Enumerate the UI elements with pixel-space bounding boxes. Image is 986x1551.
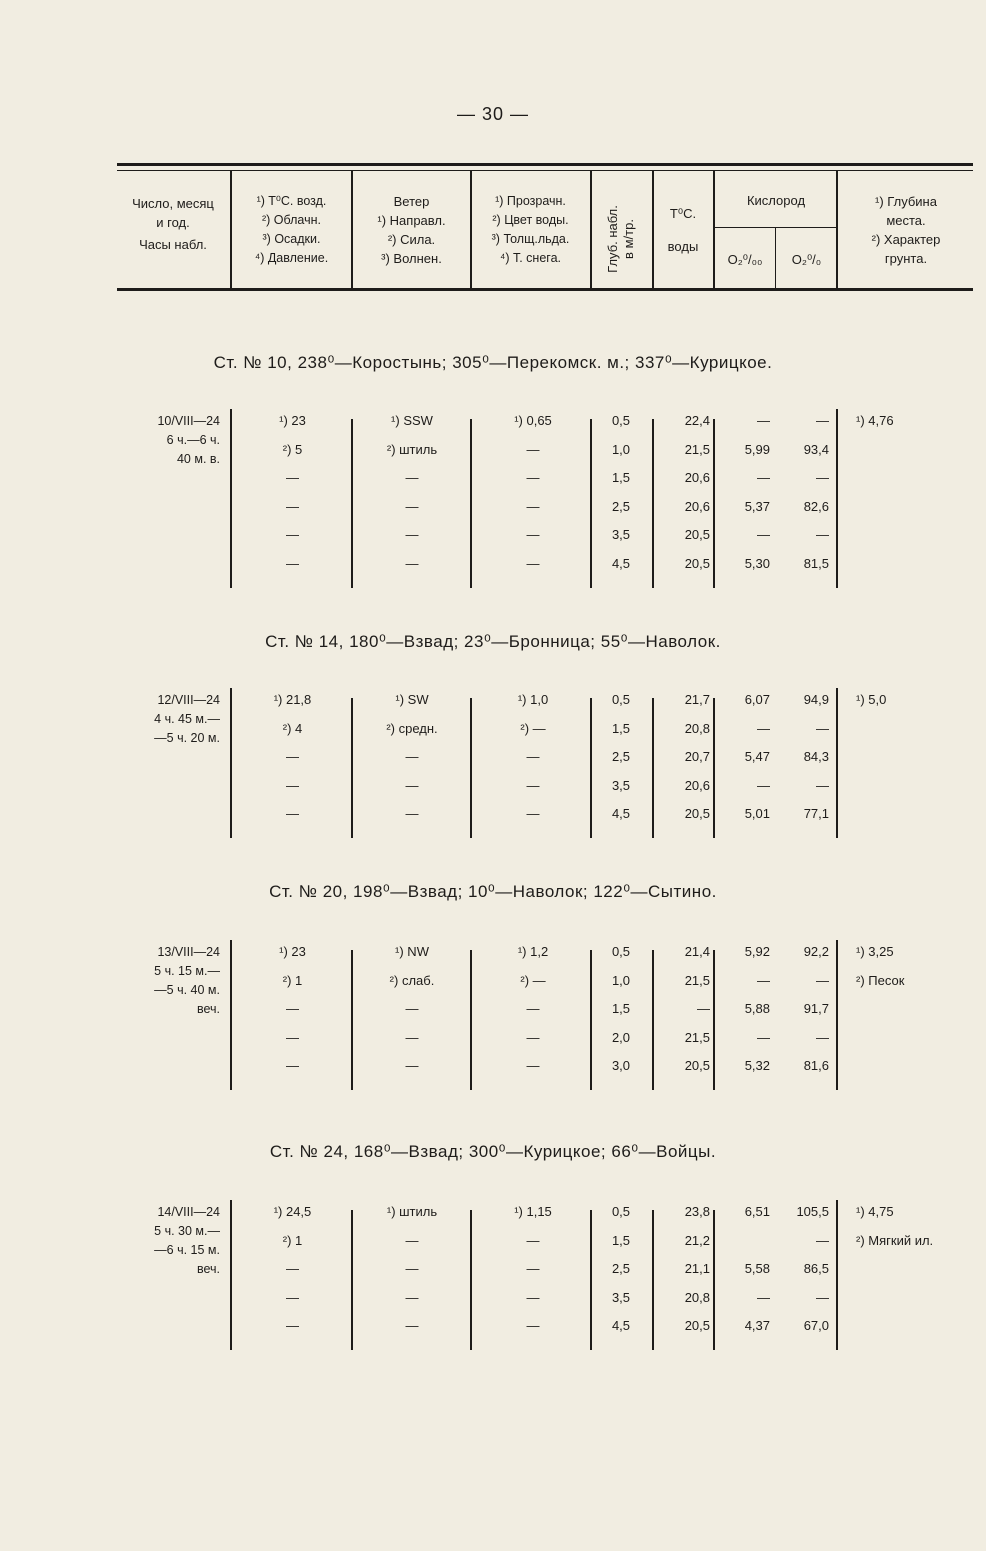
cell-wind: — bbox=[405, 749, 419, 764]
cell-air: ¹) 23 bbox=[279, 413, 306, 428]
cell-oxygen-pct: 77,1 bbox=[803, 806, 829, 821]
header-wind bbox=[354, 192, 469, 268]
cell-water-temp: 21,1 bbox=[684, 1261, 710, 1276]
cell-water-temp: 21,4 bbox=[684, 944, 710, 959]
station-title: Ст. № 10, 238⁰—Коростынь; 305⁰—Перекомск. м.; 337⁰—Курицкое. bbox=[213, 353, 773, 372]
observation-time-line: 6 ч.—6 ч. bbox=[166, 433, 220, 447]
cell-air: ¹) 21,8 bbox=[273, 692, 312, 707]
cell-oxygen-mg: — bbox=[757, 1029, 770, 1045]
column-separator bbox=[836, 940, 838, 1090]
cell-air: ¹) 24,5 bbox=[273, 1204, 312, 1219]
cell-oxygen-mg: — bbox=[757, 720, 770, 736]
cell-water-temp: 21,2 bbox=[684, 1232, 710, 1248]
cell-depth: 3,5 bbox=[611, 527, 631, 542]
bottom-info: ¹) 5,0 bbox=[856, 692, 887, 707]
header-water-temp bbox=[654, 204, 712, 256]
cell-oxygen-pct: 86,5 bbox=[803, 1261, 829, 1276]
header-oxygen-pct: O₂⁰/₀ bbox=[791, 252, 822, 267]
cell-wind: — bbox=[405, 498, 419, 514]
column-separator bbox=[230, 1200, 232, 1350]
cell-air: — bbox=[286, 749, 299, 764]
header-air bbox=[233, 192, 350, 268]
cell-depth: 1,5 bbox=[611, 470, 631, 485]
column-separator bbox=[351, 419, 353, 588]
cell-water-temp: 20,5 bbox=[684, 806, 710, 821]
cell-transparency: — bbox=[526, 1232, 540, 1248]
observation-time-line: —5 ч. 40 м. bbox=[154, 983, 220, 997]
cell-transparency: ²) — bbox=[520, 720, 546, 736]
cell-depth: 0,5 bbox=[611, 944, 631, 959]
cell-oxygen-pct: 81,5 bbox=[803, 555, 829, 571]
cell-wind: ²) средн. bbox=[386, 720, 438, 736]
cell-wind: — bbox=[405, 1289, 419, 1305]
cell-oxygen-pct: 82,6 bbox=[803, 498, 829, 514]
cell-oxygen-mg: — bbox=[757, 470, 770, 485]
header-date-line-1: Число, месяц bbox=[132, 196, 214, 211]
cell-air: ²) 5 bbox=[282, 441, 303, 457]
cell-depth: 1,5 bbox=[611, 1001, 631, 1016]
observation-time-line: 4 ч. 45 м.— bbox=[154, 712, 220, 726]
cell-oxygen-pct: 94,9 bbox=[803, 692, 829, 707]
header-depth bbox=[605, 184, 639, 294]
cell-air: — bbox=[286, 1318, 299, 1333]
bottom-info: ¹) 4,75 bbox=[856, 1204, 894, 1219]
header-transp-line-4: ⁴) Т. снега. bbox=[499, 251, 562, 265]
cell-oxygen-pct: — bbox=[816, 1232, 829, 1248]
cell-depth: 0,5 bbox=[611, 692, 631, 707]
cell-water-temp: 20,5 bbox=[684, 527, 710, 542]
cell-water-temp: 20,6 bbox=[684, 470, 710, 485]
station-title: Ст. № 14, 180⁰—Взвад; 23⁰—Бронница; 55⁰—Наволок. bbox=[265, 632, 721, 651]
cell-water-temp: 20,6 bbox=[684, 498, 710, 514]
observation-time-line: 12/VIII—24 bbox=[157, 693, 220, 707]
cell-depth: 4,5 bbox=[611, 806, 631, 821]
cell-transparency: ¹) 1,0 bbox=[517, 692, 549, 707]
cell-oxygen-mg: 5,37 bbox=[744, 498, 770, 514]
header-air-line-4: ⁴) Давление. bbox=[254, 251, 329, 265]
cell-oxygen-pct: 105,5 bbox=[796, 1204, 829, 1219]
cell-transparency: — bbox=[526, 1318, 540, 1333]
header-wind-line-3: ²) Сила. bbox=[387, 232, 436, 247]
column-separator bbox=[470, 419, 472, 588]
cell-oxygen-mg: 6,51 bbox=[744, 1204, 770, 1219]
cell-transparency: — bbox=[526, 441, 540, 457]
cell-transparency: — bbox=[526, 470, 540, 485]
header-depth-line-1: Глуб. набл. bbox=[605, 205, 620, 273]
observation-time-line: 10/VIII—24 bbox=[157, 414, 220, 428]
cell-air: — bbox=[286, 470, 299, 485]
header-wind-line-2: ¹) Направл. bbox=[377, 213, 446, 228]
cell-transparency: ¹) 1,15 bbox=[514, 1204, 552, 1219]
cell-wind: — bbox=[405, 470, 419, 485]
header-depth-line-2: в м/тр. bbox=[621, 219, 636, 259]
column-separator bbox=[836, 1200, 838, 1350]
cell-water-temp: 20,7 bbox=[684, 749, 710, 764]
cell-depth: 3,5 bbox=[611, 777, 631, 793]
cell-oxygen-mg: — bbox=[757, 527, 770, 542]
cell-oxygen-mg: 5,30 bbox=[744, 555, 770, 571]
column-separator bbox=[713, 698, 715, 838]
cell-oxygen-pct: 84,3 bbox=[803, 749, 829, 764]
header-date-hours bbox=[117, 194, 229, 254]
column-separator bbox=[836, 409, 838, 588]
cell-oxygen-pct: — bbox=[816, 777, 829, 793]
header-top-rule-thick bbox=[117, 163, 973, 166]
observation-time-line: веч. bbox=[196, 1262, 220, 1276]
cell-water-temp: — bbox=[697, 1001, 710, 1016]
header-transp-line-3: ³) Толщ.льда. bbox=[491, 232, 570, 246]
cell-depth: 3,0 bbox=[611, 1058, 631, 1073]
header-oxygen-mg: O₂⁰/₀₀ bbox=[727, 252, 763, 267]
cell-wind: — bbox=[405, 1029, 419, 1045]
cell-oxygen-mg: — bbox=[757, 777, 770, 793]
header-air-line-2: ²) Облачн. bbox=[262, 213, 321, 227]
bottom-info: ²) Песок bbox=[856, 972, 905, 988]
cell-oxygen-mg: 5,32 bbox=[744, 1058, 770, 1073]
cell-depth: 2,5 bbox=[611, 498, 631, 514]
header-air-line-1: ¹) T⁰C. возд. bbox=[256, 194, 327, 208]
cell-wind: ¹) SSW bbox=[391, 413, 433, 428]
header-bottom-line-1: ¹) Глубина bbox=[875, 194, 937, 209]
column-separator bbox=[713, 419, 715, 588]
cell-oxygen-pct: — bbox=[816, 413, 829, 428]
cell-air: — bbox=[286, 1058, 299, 1073]
header-sep-7 bbox=[775, 228, 776, 288]
cell-depth: 1,0 bbox=[611, 972, 631, 988]
observation-time-line: веч. bbox=[196, 1002, 220, 1016]
cell-oxygen-pct: — bbox=[816, 470, 829, 485]
column-separator bbox=[470, 698, 472, 838]
header-temp-line-2: воды bbox=[667, 239, 699, 254]
header-bottom-line-4: грунта. bbox=[884, 251, 928, 266]
header-bottom bbox=[839, 192, 973, 268]
cell-water-temp: 20,8 bbox=[684, 1289, 710, 1305]
station-title: Ст. № 20, 198⁰—Взвад; 10⁰—Наволок; 122⁰—Сытино. bbox=[269, 882, 717, 901]
cell-air: — bbox=[286, 555, 299, 571]
header-oxygen: Кислород bbox=[746, 193, 806, 208]
cell-wind: ¹) NW bbox=[395, 944, 429, 959]
cell-wind: ²) слаб. bbox=[389, 972, 435, 988]
header-transparency bbox=[472, 192, 589, 268]
page-number: — 30 — bbox=[456, 104, 530, 124]
cell-wind: — bbox=[405, 1058, 419, 1073]
cell-transparency: — bbox=[526, 527, 540, 542]
cell-transparency: — bbox=[526, 1029, 540, 1045]
cell-transparency: — bbox=[526, 498, 540, 514]
cell-oxygen-pct: 91,7 bbox=[803, 1001, 829, 1016]
observation-time-line: 5 ч. 15 м.— bbox=[154, 964, 220, 978]
cell-oxygen-mg: 4,37 bbox=[744, 1318, 770, 1333]
cell-water-temp: 21,5 bbox=[684, 441, 710, 457]
cell-water-temp: 20,8 bbox=[684, 720, 710, 736]
cell-depth: 1,5 bbox=[611, 720, 631, 736]
cell-depth: 0,5 bbox=[611, 413, 631, 428]
header-bottom-rule bbox=[117, 288, 973, 291]
cell-depth: 0,5 bbox=[611, 1204, 631, 1219]
cell-transparency: — bbox=[526, 1001, 540, 1016]
cell-wind: — bbox=[405, 1318, 419, 1333]
cell-oxygen-pct: — bbox=[816, 720, 829, 736]
header-date-line-2: и год. bbox=[156, 215, 190, 230]
cell-wind: — bbox=[405, 777, 419, 793]
header-wind-line-4: ³) Волнен. bbox=[381, 251, 442, 266]
cell-air: ¹) 23 bbox=[279, 944, 306, 959]
cell-oxygen-mg: 5,88 bbox=[744, 1001, 770, 1016]
column-separator bbox=[351, 950, 353, 1090]
cell-oxygen-mg: 5,92 bbox=[744, 944, 770, 959]
observation-time-line: 5 ч. 30 м.— bbox=[154, 1224, 220, 1238]
cell-water-temp: 20,5 bbox=[684, 555, 710, 571]
cell-oxygen-mg: 5,58 bbox=[744, 1261, 770, 1276]
cell-depth: 3,5 bbox=[611, 1289, 631, 1305]
cell-depth: 2,5 bbox=[611, 749, 631, 764]
header-sep-2 bbox=[351, 171, 353, 288]
bottom-info: ²) Мягкий ил. bbox=[856, 1232, 934, 1248]
observation-time-line: 14/VIII—24 bbox=[157, 1205, 220, 1219]
cell-transparency: ¹) 1,2 bbox=[517, 944, 549, 959]
column-separator bbox=[836, 688, 838, 838]
cell-transparency: — bbox=[526, 806, 540, 821]
header-bottom-line-2: места. bbox=[886, 213, 926, 228]
cell-air: ²) 1 bbox=[282, 972, 303, 988]
cell-depth: 1,0 bbox=[611, 441, 631, 457]
cell-air: ²) 4 bbox=[282, 720, 303, 736]
cell-depth: 4,5 bbox=[611, 555, 631, 571]
cell-wind: ¹) SW bbox=[395, 692, 429, 707]
cell-oxygen-pct: 67,0 bbox=[803, 1318, 829, 1333]
cell-oxygen-pct: — bbox=[816, 972, 829, 988]
column-separator bbox=[230, 688, 232, 838]
cell-water-temp: 21,5 bbox=[684, 1029, 710, 1045]
cell-wind: — bbox=[405, 806, 419, 821]
oxygen-subheader-rule bbox=[715, 227, 837, 228]
cell-oxygen-mg: 6,07 bbox=[744, 692, 770, 707]
cell-wind: — bbox=[405, 527, 419, 542]
header-temp-line-1: T⁰C. bbox=[669, 206, 697, 221]
column-separator bbox=[230, 940, 232, 1090]
station-title: Ст. № 24, 168⁰—Взвад; 300⁰—Курицкое; 66⁰—Войцы. bbox=[269, 1142, 717, 1161]
cell-oxygen-pct: 93,4 bbox=[803, 441, 829, 457]
cell-water-temp: 20,6 bbox=[684, 777, 710, 793]
cell-depth: 4,5 bbox=[611, 1318, 631, 1333]
cell-water-temp: 23,8 bbox=[684, 1204, 710, 1219]
cell-transparency: — bbox=[526, 1289, 540, 1305]
column-separator bbox=[351, 698, 353, 838]
cell-transparency: ¹) 0,65 bbox=[514, 413, 552, 428]
bottom-info: ¹) 3,25 bbox=[856, 944, 894, 959]
header-transp-line-1: ¹) Прозрачн. bbox=[495, 194, 566, 208]
cell-oxygen-mg: — bbox=[757, 413, 770, 428]
cell-air: ²) 1 bbox=[282, 1232, 303, 1248]
column-separator bbox=[470, 1210, 472, 1350]
cell-transparency: — bbox=[526, 1058, 540, 1073]
observation-time-line: —6 ч. 15 м. bbox=[154, 1243, 220, 1257]
cell-water-temp: 21,7 bbox=[684, 692, 710, 707]
cell-depth: 2,5 bbox=[611, 1261, 631, 1276]
cell-wind: — bbox=[405, 1001, 419, 1016]
cell-water-temp: 21,5 bbox=[684, 972, 710, 988]
cell-wind: — bbox=[405, 1232, 419, 1248]
cell-wind: ²) штиль bbox=[386, 441, 438, 457]
cell-depth: 1,5 bbox=[611, 1232, 631, 1248]
cell-transparency: — bbox=[526, 555, 540, 571]
cell-oxygen-pct: — bbox=[816, 527, 829, 542]
cell-oxygen-pct: 92,2 bbox=[803, 944, 829, 959]
bottom-info: ¹) 4,76 bbox=[856, 413, 894, 428]
column-separator bbox=[351, 1210, 353, 1350]
cell-depth: 2,0 bbox=[611, 1029, 631, 1045]
cell-wind: — bbox=[405, 555, 419, 571]
cell-water-temp: 22,4 bbox=[684, 413, 710, 428]
cell-transparency: — bbox=[526, 777, 540, 793]
header-air-line-3: ³) Осадки. bbox=[262, 232, 321, 246]
header-sep-6 bbox=[713, 171, 715, 288]
cell-air: — bbox=[286, 1029, 299, 1045]
cell-oxygen-pct: — bbox=[816, 1289, 829, 1305]
cell-air: — bbox=[286, 1261, 299, 1276]
header-transp-line-2: ²) Цвет воды. bbox=[492, 213, 569, 227]
cell-air: — bbox=[286, 777, 299, 793]
cell-oxygen-mg: 5,99 bbox=[744, 441, 770, 457]
cell-water-temp: 20,5 bbox=[684, 1318, 710, 1333]
cell-wind: — bbox=[405, 1261, 419, 1276]
observation-time-line: 40 м. в. bbox=[176, 452, 220, 466]
header-sep-1 bbox=[230, 171, 232, 288]
column-separator bbox=[470, 950, 472, 1090]
column-separator bbox=[230, 409, 232, 588]
cell-oxygen-pct: — bbox=[816, 1029, 829, 1045]
cell-air: — bbox=[286, 1289, 299, 1305]
header-bottom-line-3: ²) Характер bbox=[871, 232, 941, 247]
cell-oxygen-mg: 5,47 bbox=[744, 749, 770, 764]
cell-air: — bbox=[286, 806, 299, 821]
column-separator bbox=[713, 950, 715, 1090]
cell-oxygen-pct: 81,6 bbox=[803, 1058, 829, 1073]
observation-time-line: —5 ч. 20 м. bbox=[154, 731, 220, 745]
cell-air: — bbox=[286, 1001, 299, 1016]
cell-air: — bbox=[286, 498, 299, 514]
cell-transparency: — bbox=[526, 749, 540, 764]
cell-transparency: ²) — bbox=[520, 972, 546, 988]
cell-oxygen-mg: 5,01 bbox=[744, 806, 770, 821]
cell-water-temp: 20,5 bbox=[684, 1058, 710, 1073]
cell-oxygen-mg: — bbox=[757, 972, 770, 988]
cell-oxygen-mg: — bbox=[757, 1289, 770, 1305]
header-sep-8 bbox=[836, 171, 838, 288]
header-wind-line-1: Ветер bbox=[393, 194, 430, 209]
header-date-line-3: Часы набл. bbox=[139, 237, 207, 252]
cell-wind: ¹) штиль bbox=[386, 1204, 438, 1219]
cell-air: — bbox=[286, 527, 299, 542]
cell-transparency: — bbox=[526, 1261, 540, 1276]
observation-time-line: 13/VIII—24 bbox=[157, 945, 220, 959]
column-separator bbox=[713, 1210, 715, 1350]
header-sep-4 bbox=[590, 171, 592, 288]
header-top-rule-thin bbox=[117, 170, 973, 171]
